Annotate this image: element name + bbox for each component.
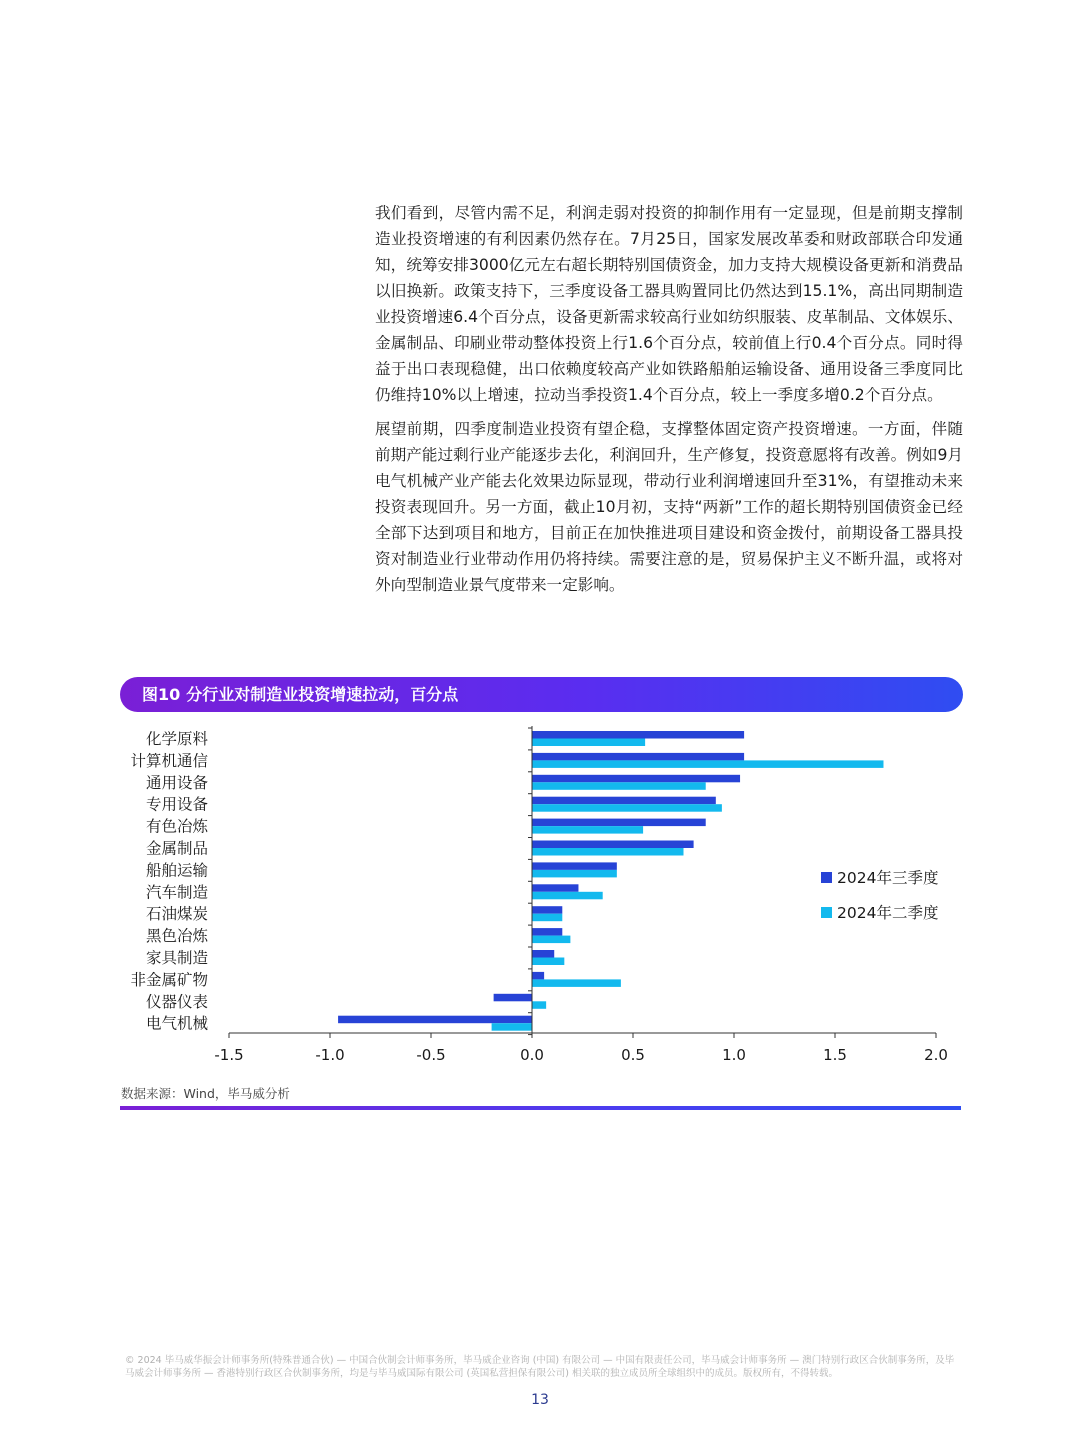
x-tick-label: 0.5 — [621, 1046, 645, 1064]
category-label: 计算机通信 — [130, 751, 208, 770]
category-label: 专用设备 — [145, 795, 208, 814]
bar — [532, 979, 621, 987]
category-label: 非金属矿物 — [130, 970, 208, 989]
category-label: 通用设备 — [145, 773, 208, 792]
x-tick-label: -1.5 — [214, 1046, 244, 1064]
bar — [532, 782, 706, 790]
legend-swatch — [821, 872, 832, 883]
bar — [532, 892, 603, 900]
x-tick-label: -0.5 — [416, 1046, 446, 1064]
bar — [532, 753, 744, 761]
bar — [532, 804, 722, 812]
bar — [532, 950, 554, 958]
bar — [532, 972, 544, 980]
figure-number: 图10 — [142, 685, 181, 704]
category-label: 家具制造 — [145, 949, 208, 967]
category-label: 石油煤炭 — [145, 905, 208, 924]
category-label: 仪器仪表 — [145, 992, 208, 1011]
data-source: 数据来源：Wind，毕马威分析 — [121, 1086, 290, 1101]
bar — [532, 826, 643, 834]
bar — [532, 914, 562, 922]
bar-chart — [110, 720, 970, 1080]
x-tick-label: 1.0 — [722, 1046, 746, 1064]
bar — [532, 775, 740, 783]
paragraph: 我们看到，尽管内需不足，利润走弱对投资的抑制作用有一定显现，但是前期支撑制造业投资增速的有利因素仍然存在。7月25日，国家发展改革委和财政部联合印发通知，统筹安排3000亿元左右超长期特别国债资金，加力支持大规模设备更新和消费品以旧换新。政策支持下，三季度设备工器具购置同比仍然达到15.1%，高出同期制造业投资增速6.4个百分点，设备更新需求较高行业如纺织服装、皮革制品、文体娱乐、金属制品、印刷业带动整体投资上行1.6个百分点，较前值上行0.4个百分点。同时得益于出口表现稳健，出口依赖度较高产业如铁路船舶运输设备、通用设备三季度同比仍维持10%以上增速，拉动当季投资1.4个百分点，较上一季度多增0.2个百分点。 — [375, 204, 963, 404]
bar — [338, 1016, 532, 1024]
legend-label: 2024年三季度 — [837, 869, 939, 887]
page-number: 13 — [531, 1392, 549, 1408]
figure-header — [120, 677, 963, 712]
bar — [532, 1001, 546, 1009]
category-label: 汽车制造 — [145, 883, 208, 902]
figure-title: 分行业对制造业投资增速拉动，百分点 — [186, 685, 459, 704]
section-divider — [120, 1106, 961, 1110]
category-label: 有色冶炼 — [145, 817, 208, 836]
bar — [532, 731, 744, 739]
x-tick-label: 2.0 — [924, 1046, 948, 1064]
category-label: 船舶运输 — [145, 861, 208, 880]
category-label: 黑色冶炼 — [145, 927, 208, 946]
category-label: 化学原料 — [145, 730, 208, 748]
copyright-footer: © 2024 毕马威华振会计师事务所(特殊普通合伙) — 中国合伙制会计师事务所，毕马威企业咨询 (中国) 有限公司 — 中国有限责任公司，毕马威会计师事务所 — 澳门特别行政区合伙制事务所，及毕马威会计师事务所 — 香港特别行政区合伙制事务所，均是与毕马威国际有限公司 (英国私营担保有限公司) 相关联的独立成员所全球组织中的成员。版权所有，不得转载。 — [125, 1355, 955, 1379]
bar — [532, 936, 570, 944]
bar — [532, 797, 716, 805]
bar — [532, 819, 706, 827]
x-tick-label: 0.0 — [520, 1046, 544, 1064]
x-tick-label: 1.5 — [823, 1046, 847, 1064]
legend-label: 2024年二季度 — [837, 904, 939, 922]
bar — [494, 994, 532, 1002]
category-label: 金属制品 — [145, 839, 208, 858]
bar — [492, 1023, 532, 1030]
bar — [532, 906, 562, 914]
legend-swatch — [821, 907, 832, 918]
bar — [532, 841, 694, 849]
bar — [532, 862, 617, 870]
category-label: 电气机械 — [145, 1014, 208, 1033]
bar — [532, 760, 883, 768]
bar — [532, 870, 617, 878]
x-tick-label: -1.0 — [315, 1046, 345, 1064]
bar — [532, 958, 564, 966]
bar — [532, 884, 578, 892]
body-text — [375, 200, 963, 606]
bar — [532, 848, 684, 856]
bar — [532, 739, 645, 747]
bar — [532, 928, 562, 936]
paragraph: 展望前期，四季度制造业投资有望企稳，支撑整体固定资产投资增速。一方面，伴随前期产能过剩行业产能逐步去化，利润回升，生产修复，投资意愿将有改善。例如9月电气机械产业产能去化效果边际显现，带动行业利润增速回升至31%，有望推动未来投资表现回升。另一方面，截止10月初，支持“两新”工作的超长期特别国债资金已经全部下达到项目和地方，目前正在加快推进项目建设和资金拨付，前期设备工器具投资对制造业行业带动作用仍将持续。需要注意的是，贸易保护主义不断升温，或将对外向型制造业景气度带来一定影响。 — [375, 420, 963, 594]
